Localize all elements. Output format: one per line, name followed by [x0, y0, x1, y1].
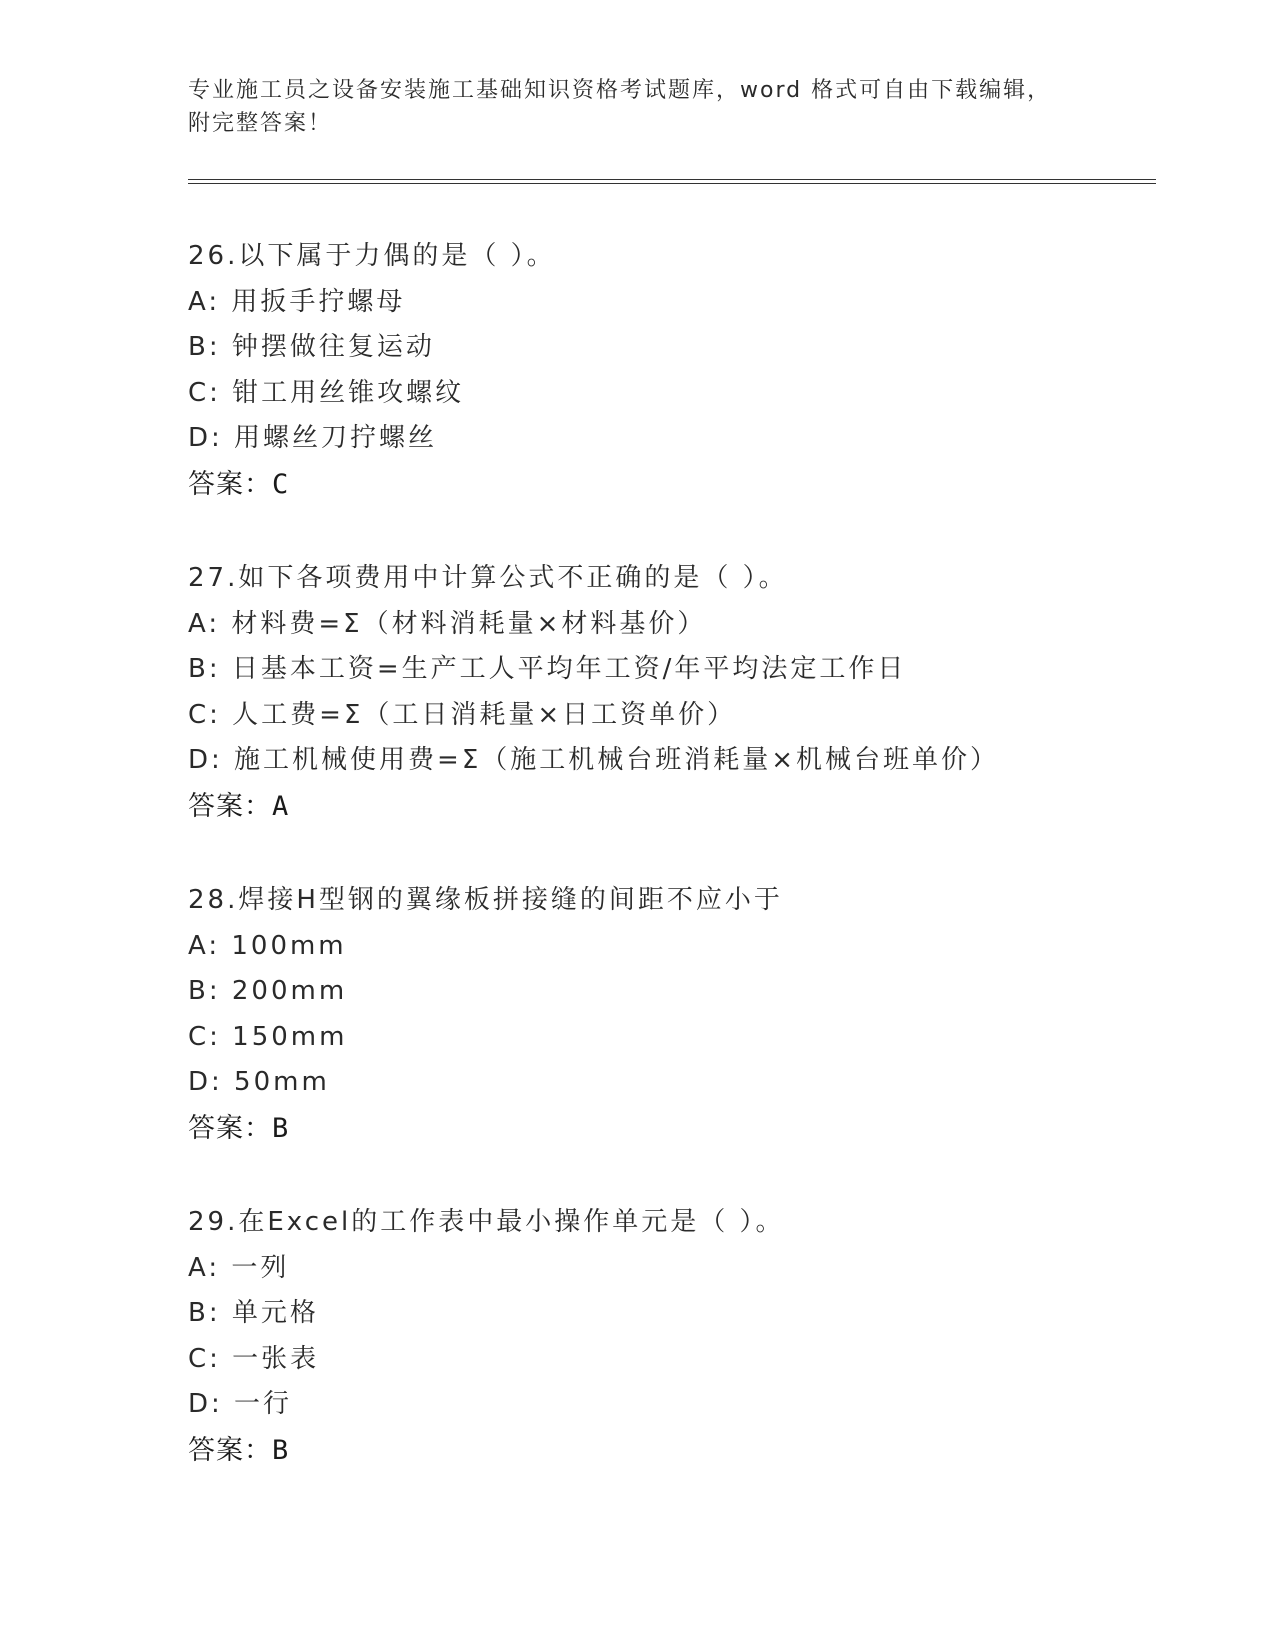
option-b: B: 200mm [188, 976, 348, 1006]
option-a: A: 用扳手拧螺母 [188, 286, 406, 317]
option-d: D: 用螺丝刀拧螺丝 [188, 423, 438, 453]
option-a: A: 100mm [188, 930, 347, 961]
document-header [188, 74, 1088, 140]
option-b: B: 单元格 [188, 1298, 319, 1328]
option-b: B: 日基本工资=生产工人平均年工资/年平均法定工作日 [188, 654, 907, 684]
header-text-line-2: 附完整答案！ [188, 111, 333, 136]
answer-label: 答案： [188, 468, 272, 500]
question-block [188, 1200, 1148, 1473]
question-stem: 29.在Excel的工作表中最小操作单元是（ ）。 [188, 1207, 785, 1237]
answer-row [188, 784, 1148, 830]
header-divider-bottom [188, 183, 1156, 184]
answer-row [188, 462, 1148, 508]
answer-value: B [272, 1434, 290, 1466]
option-a: A: 材料费=Σ（材料消耗量×材料基价） [188, 608, 707, 639]
option-d: D: 一行 [188, 1389, 293, 1419]
option-d: D: 50mm [188, 1067, 330, 1097]
question-stem: 28.焊接H型钢的翼缘板拼接缝的间距不应小于 [188, 885, 783, 915]
answer-row [188, 1428, 1148, 1474]
option-c: C: 人工费=Σ（工日消耗量×日工资单价） [188, 699, 737, 730]
question-stem: 26.以下属于力偶的是（ ）。 [188, 241, 556, 271]
option-c: C: 一张表 [188, 1343, 320, 1374]
question-stem: 27.如下各项费用中计算公式不正确的是（ ）。 [188, 563, 788, 593]
answer-row [188, 1106, 1148, 1152]
question-list [188, 234, 1148, 1522]
option-c: C: 钳工用丝锥攻螺纹 [188, 377, 465, 408]
answer-label: 答案： [188, 1434, 272, 1466]
answer-value: C [272, 468, 290, 500]
answer-value: B [272, 1112, 290, 1144]
question-block [188, 878, 1148, 1151]
question-block [188, 556, 1148, 829]
option-a: A: 一列 [188, 1252, 290, 1283]
answer-value: A [272, 790, 290, 822]
option-c: C: 150mm [188, 1021, 348, 1052]
option-d: D: 施工机械使用费=Σ（施工机械台班消耗量×机械台班单价） [188, 745, 1000, 775]
option-b: B: 钟摆做往复运动 [188, 332, 435, 362]
question-block [188, 234, 1148, 507]
answer-label: 答案： [188, 1112, 272, 1144]
answer-label: 答案： [188, 790, 272, 822]
header-divider-top [188, 179, 1156, 180]
header-text-line-1: 专业施工员之设备安装施工基础知识资格考试题库，word 格式可自由下载编辑， [188, 78, 1052, 103]
